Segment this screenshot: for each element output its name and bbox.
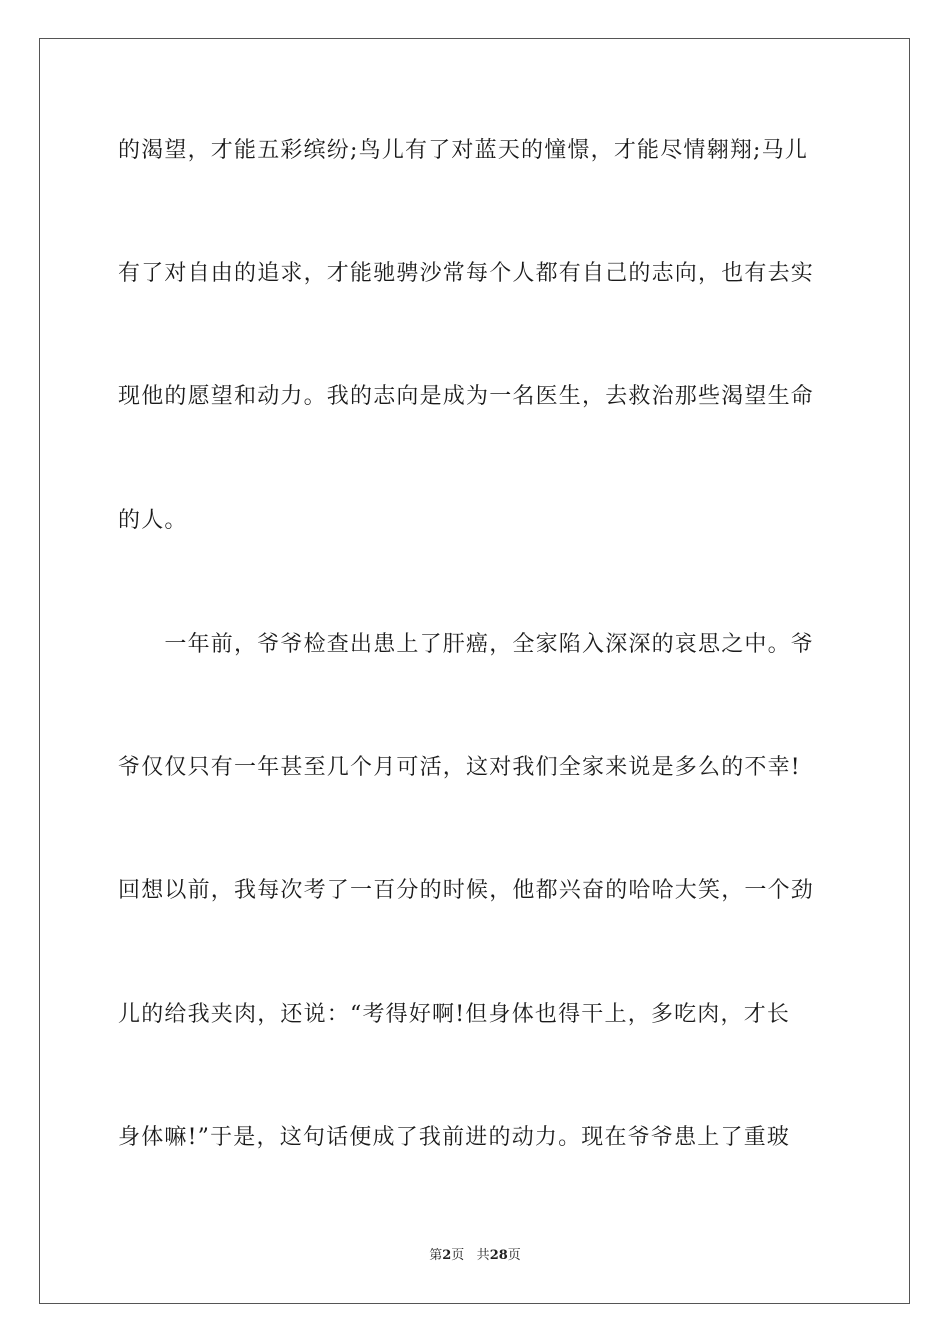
page-footer (0, 1247, 950, 1265)
total-prefix: 共 (476, 1248, 490, 1263)
text-line-7: 回想以前，我每次考了一百分的时候，他都兴奋的哈哈大笑，一个劲 (118, 878, 815, 903)
page-border (39, 38, 910, 1304)
text-line-3: 现他的愿望和动力。我的志向是成为一名医生，去救治那些渴望生命 (118, 384, 815, 409)
text-line-1: 的渴望，才能五彩缤纷;鸟儿有了对蓝天的憧憬，才能尽情翱翔;马儿 (118, 138, 809, 163)
page-number: 2 (442, 1248, 452, 1263)
total-suffix: 页 (507, 1248, 521, 1263)
total-pages: 28 (489, 1248, 508, 1263)
text-line-4: 的人。 (118, 508, 188, 533)
text-line-8: 儿的给我夹肉，还说：“考得好啊!但身体也得干上，多吃肉，才长 (118, 1002, 791, 1027)
text-line-2: 有了对自由的追求，才能驰骋沙常每个人都有自己的志向，也有去实 (118, 261, 815, 286)
text-line-6: 爷仅仅只有一年甚至几个月可活，这对我们全家来说是多么的不幸! (118, 755, 801, 780)
page-suffix: 页 (451, 1248, 465, 1263)
page-prefix: 第 (429, 1248, 443, 1263)
text-line-9: 身体嘛!”于是，这句话便成了我前进的动力。现在爷爷患上了重玻 (118, 1125, 791, 1150)
text-line-5: 一年前，爷爷检查出患上了肝癌，全家陷入深深的哀思之中。爷 (118, 632, 815, 657)
